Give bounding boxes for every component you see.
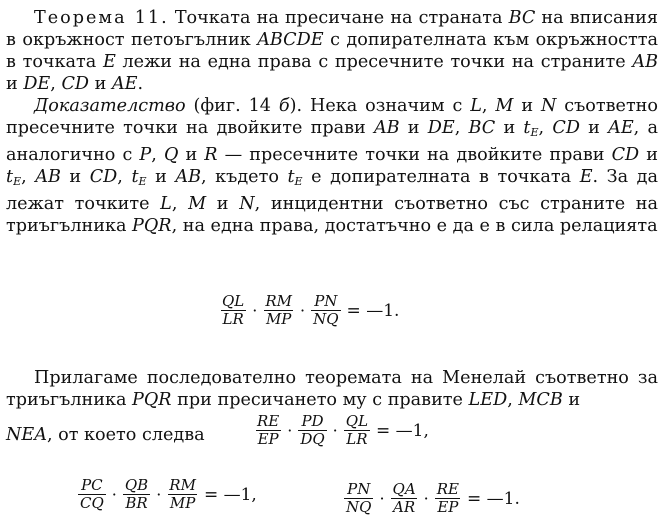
proof-var: R bbox=[204, 145, 218, 165]
fraction bbox=[344, 413, 370, 448]
proof-text: , bbox=[454, 118, 469, 138]
menelaus-text: и bbox=[562, 390, 581, 410]
menelaus-var: LED bbox=[468, 390, 508, 410]
proof-var: CD bbox=[611, 145, 640, 165]
formula-rhs: = —1. bbox=[346, 300, 400, 321]
proof-text: и bbox=[579, 118, 609, 138]
multiply-dot: · bbox=[287, 421, 293, 440]
proof-var: CD bbox=[552, 118, 580, 138]
theorem-var: E bbox=[102, 52, 116, 72]
proof-text: , bbox=[117, 167, 132, 187]
theorem-text: лежи на една права с пресечните точки на страните bbox=[115, 52, 633, 72]
multiply-dot: · bbox=[332, 421, 338, 440]
fraction bbox=[263, 293, 294, 328]
proof-var: t bbox=[6, 167, 14, 187]
fraction bbox=[220, 293, 246, 328]
proof-text: . За да лежат точките bbox=[6, 167, 658, 214]
proof-text: и bbox=[206, 194, 240, 214]
proof-text: и bbox=[513, 96, 541, 116]
theorem-paragraph bbox=[6, 7, 658, 95]
menelaus-var: NEA bbox=[6, 425, 47, 445]
proof-var: Q bbox=[163, 145, 179, 165]
proof-text: е допирателната в точката bbox=[302, 167, 580, 187]
denominator: EP bbox=[437, 498, 459, 516]
numerator: RE bbox=[257, 412, 280, 430]
proof-text: , bbox=[21, 167, 36, 187]
theorem-text: , bbox=[50, 74, 62, 94]
numerator: RM bbox=[169, 476, 196, 494]
theorem-text: и bbox=[89, 74, 112, 94]
proof-var: AE bbox=[608, 118, 634, 138]
theorem-var: AB bbox=[632, 52, 658, 72]
fraction bbox=[344, 481, 373, 516]
menelaus-text: , от което следва bbox=[46, 425, 205, 445]
theorem-var: DE bbox=[23, 74, 51, 94]
formula-menelaus-led bbox=[253, 413, 429, 448]
numerator: RE bbox=[436, 480, 460, 498]
multiply-dot: · bbox=[156, 485, 162, 504]
theorem-var: AE bbox=[111, 74, 138, 94]
denominator: BR bbox=[125, 494, 148, 512]
proof-text: и bbox=[639, 145, 658, 165]
fraction bbox=[123, 477, 150, 512]
fraction bbox=[391, 481, 418, 516]
theorem-var: BC bbox=[508, 8, 536, 28]
menelaus-var: MCB bbox=[518, 390, 563, 410]
proof-var: P bbox=[139, 145, 152, 165]
proof-var: M bbox=[188, 194, 207, 214]
denominator: NQ bbox=[313, 310, 339, 328]
numerator: PC bbox=[81, 476, 103, 494]
denominator: NQ bbox=[346, 498, 372, 516]
proof-fig-ref: б bbox=[278, 96, 290, 116]
theorem-var: ABCDE bbox=[257, 30, 324, 50]
proof-text: и bbox=[60, 167, 90, 187]
denominator: DQ bbox=[300, 430, 325, 448]
theorem-var: CD bbox=[61, 74, 90, 94]
denominator: LR bbox=[346, 430, 368, 448]
proof-var: AB bbox=[35, 167, 61, 187]
formula-menelaus-mcb bbox=[76, 477, 257, 512]
proof-var: DE bbox=[427, 118, 455, 138]
multiply-dot: · bbox=[423, 489, 429, 508]
proof-var: M bbox=[495, 96, 514, 116]
proof-text: съответно пресечните точки на двойките прави bbox=[6, 96, 658, 138]
proof-var: N bbox=[239, 194, 255, 214]
proof-text: и bbox=[146, 167, 176, 187]
numerator: PN bbox=[314, 292, 338, 310]
multiply-dot: · bbox=[300, 301, 306, 320]
proof-var: AB bbox=[373, 118, 400, 138]
multiply-dot: · bbox=[379, 489, 385, 508]
menelaus-var: PQR bbox=[132, 390, 172, 410]
theorem-text: с допирателната към окръжността в точката bbox=[6, 30, 658, 72]
proof-var: L bbox=[470, 96, 482, 116]
proof-text: , bbox=[171, 194, 189, 214]
formula-menelaus-nea bbox=[342, 481, 520, 516]
denominator: CQ bbox=[80, 494, 104, 512]
numerator: QB bbox=[124, 476, 149, 494]
menelaus-text: Прилагаме последователно теоремата на Менелай съответно за триъгълника bbox=[6, 368, 658, 410]
fraction bbox=[435, 481, 461, 516]
proof-var: L bbox=[160, 194, 172, 214]
proof-text: , bbox=[151, 145, 164, 165]
numerator: QA bbox=[392, 480, 416, 498]
numerator: PD bbox=[301, 412, 324, 430]
denominator: MP bbox=[265, 310, 292, 328]
fraction bbox=[167, 477, 198, 512]
proof-subscript: E bbox=[530, 126, 539, 139]
formula-rhs: = —1, bbox=[376, 420, 429, 441]
theorem-text: на вписания в окръжност петоъгълник bbox=[6, 8, 658, 50]
menelaus-text: при пресичането му с правите bbox=[171, 390, 469, 410]
proof-subscript: E bbox=[13, 175, 22, 188]
numerator: QL bbox=[345, 412, 369, 430]
proof-text: — пресечните точки на двойките прави bbox=[217, 145, 612, 165]
proof-text: и bbox=[178, 145, 205, 165]
formula-rhs: = —1. bbox=[467, 488, 520, 509]
menelaus-paragraph bbox=[6, 367, 658, 411]
proof-var: t bbox=[287, 167, 295, 187]
proof-var: N bbox=[540, 96, 557, 116]
proof-text: ). Нека означим с bbox=[289, 96, 471, 116]
fraction bbox=[255, 413, 281, 448]
formula-relation bbox=[218, 293, 399, 328]
denominator: LR bbox=[222, 310, 244, 328]
multiply-dot: · bbox=[111, 485, 117, 504]
formula-rhs: = —1, bbox=[203, 484, 257, 505]
proof-text: , bbox=[538, 118, 553, 138]
proof-text: , където bbox=[201, 167, 288, 187]
multiply-dot: · bbox=[252, 301, 258, 320]
fraction bbox=[298, 413, 326, 448]
proof-var: E bbox=[579, 167, 593, 187]
proof-label: Доказателство bbox=[34, 96, 186, 116]
theorem-text: и bbox=[6, 74, 24, 94]
theorem-label: Теорема 11. bbox=[34, 8, 169, 28]
proof-text: и bbox=[495, 118, 524, 138]
proof-var: PQR bbox=[132, 216, 172, 236]
denominator: MP bbox=[169, 494, 196, 512]
proof-var: t bbox=[523, 118, 531, 138]
proof-text: и bbox=[399, 118, 428, 138]
proof-text: (фиг. 14 bbox=[185, 96, 279, 116]
proof-subscript: E bbox=[294, 175, 303, 188]
numerator: RM bbox=[265, 292, 293, 310]
fraction bbox=[311, 293, 340, 328]
numerator: QL bbox=[222, 292, 245, 310]
proof-var: AB bbox=[175, 167, 202, 187]
menelaus-lead-line bbox=[6, 425, 205, 445]
denominator: EP bbox=[257, 430, 279, 448]
proof-subscript: E bbox=[138, 175, 147, 188]
proof-var: BC bbox=[468, 118, 496, 138]
theorem-text: Точката на пресичане на страната bbox=[168, 8, 509, 28]
proof-paragraph bbox=[6, 95, 658, 237]
fraction bbox=[78, 477, 106, 512]
denominator: AR bbox=[393, 498, 416, 516]
theorem-text: . bbox=[137, 74, 144, 94]
proof-text: , на една права, достатъчно е да е в сила релацията bbox=[171, 216, 658, 236]
proof-text: , а аналогично с bbox=[6, 118, 658, 165]
menelaus-text: , bbox=[507, 390, 519, 410]
proof-text: , bbox=[481, 96, 496, 116]
proof-text: , инцидентни съответно със страните на триъгълника bbox=[6, 194, 659, 236]
numerator: PN bbox=[347, 480, 371, 498]
proof-var: CD bbox=[89, 167, 118, 187]
proof-var: t bbox=[131, 167, 139, 187]
